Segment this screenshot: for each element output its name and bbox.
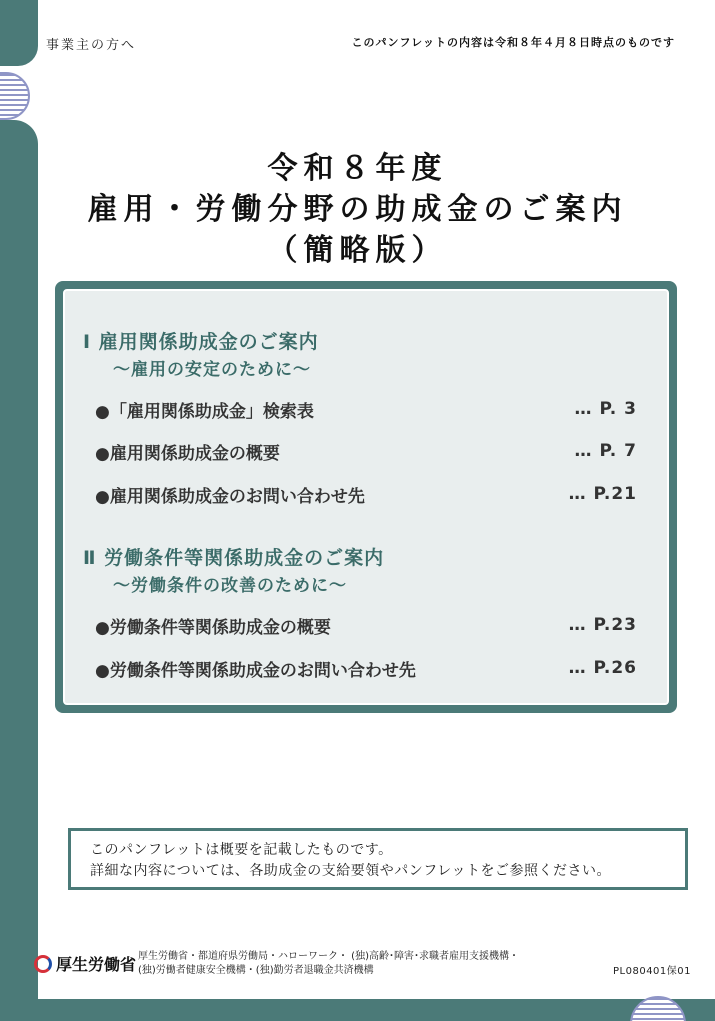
title-line-2: 雇用・労働分野の助成金のご案内 xyxy=(87,192,628,227)
toc-item-page: … P.21 xyxy=(568,484,637,504)
mhlw-logo-text: 厚生労働省 xyxy=(56,955,137,974)
toc-item-page: … P. 3 xyxy=(574,399,637,419)
toc-panel xyxy=(63,289,669,705)
toc-item[interactable] xyxy=(95,482,637,506)
notice-line-2: 詳細な内容については、各助成金の支給要領やパンフレットをご参照ください。 xyxy=(90,863,612,879)
toc-item[interactable] xyxy=(95,439,637,463)
footer-orgs-line-1: 厚生労働省・都道府県労働局・ハローワーク・ (独)高齢･障害･求職者雇用支援機構・ xyxy=(138,951,519,962)
title-line-1: 令和８年度 xyxy=(267,151,448,186)
striped-circle-decoration xyxy=(0,72,30,120)
notice-box xyxy=(68,828,688,890)
date-note: このパンフレットの内容は令和８年４月８日時点のものです xyxy=(351,36,675,49)
toc-item-label: ●雇用関係助成金のお問い合わせ先 xyxy=(95,486,365,507)
toc-item-page: … P.26 xyxy=(568,658,637,678)
toc-item-label: ●労働条件等関係助成金のお問い合わせ先 xyxy=(95,660,416,681)
table-of-contents xyxy=(55,281,677,713)
left-band-top xyxy=(0,0,38,66)
toc-item[interactable] xyxy=(95,656,637,680)
toc-item[interactable] xyxy=(95,397,637,421)
footer-orgs-line-2: (独)労働者健康安全機構・(独)勤労者退職金共済機構 xyxy=(138,965,374,976)
mhlw-logo-icon xyxy=(34,955,52,973)
page-title xyxy=(0,148,715,271)
title-line-3: （簡略版） xyxy=(267,233,448,268)
toc-item-label: ●労働条件等関係助成金の概要 xyxy=(95,617,331,638)
mhlw-logo xyxy=(34,952,136,975)
toc-section-2-subtitle: ～労働条件の改善のために～ xyxy=(113,576,347,596)
notice-line-1: このパンフレットは概要を記載したものです。 xyxy=(90,842,393,858)
document-code: PL080401保01 xyxy=(613,966,691,977)
toc-section-2-title: Ⅱ 労働条件等関係助成金のご案内 xyxy=(83,547,385,569)
toc-item-page: … P. 7 xyxy=(574,441,637,461)
toc-item-label: ●「雇用関係助成金」検索表 xyxy=(95,401,314,422)
audience-label: 事業主の方へ xyxy=(46,38,137,53)
toc-section-1-subtitle: ～雇用の安定のために～ xyxy=(113,360,311,380)
toc-section-1-title: Ⅰ 雇用関係助成金のご案内 xyxy=(83,331,319,353)
toc-item-page: … P.23 xyxy=(568,615,637,635)
bottom-band xyxy=(0,999,715,1021)
toc-item[interactable] xyxy=(95,613,637,637)
footer-organizations xyxy=(138,950,519,978)
toc-item-label: ●雇用関係助成金の概要 xyxy=(95,443,280,464)
